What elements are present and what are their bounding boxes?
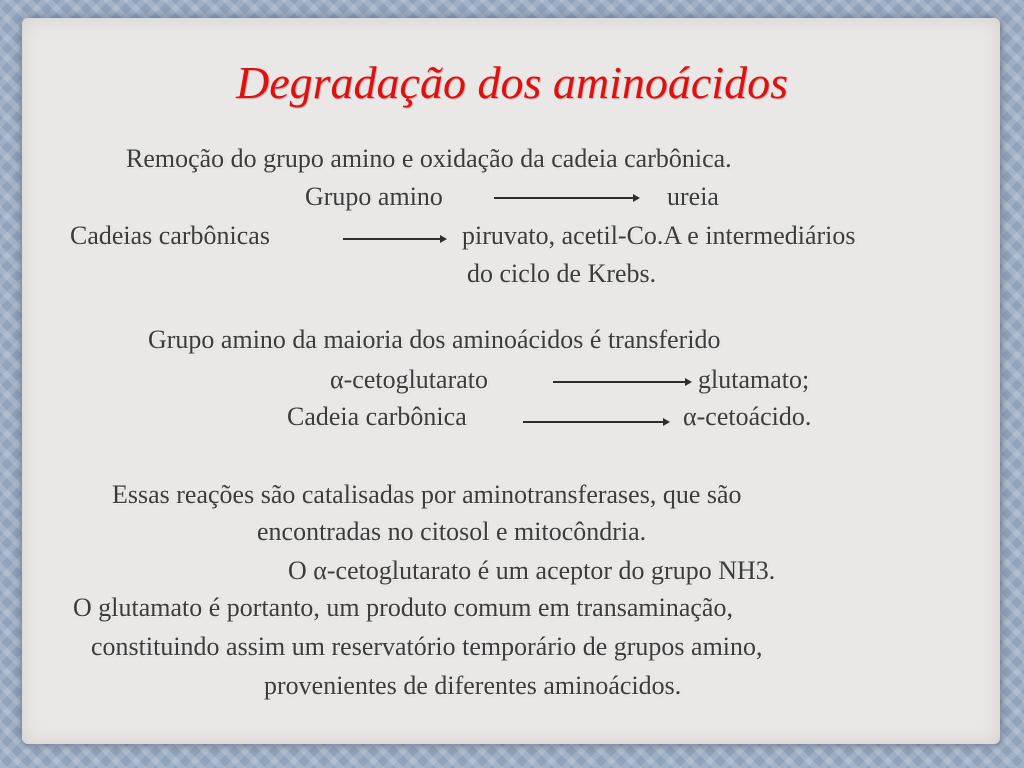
s2-arrow-cetoglutarato-to-glutamato: [553, 381, 690, 383]
s1-krebs-label: do ciclo de Krebs.: [467, 259, 657, 288]
s3-line1: Essas reações são catalisadas por aminotransferases, que são: [112, 480, 742, 509]
s2-arrow-cadeia-to-cetoacido: [523, 421, 668, 423]
s3-line3: O α-cetoglutarato é um aceptor do grupo NH3.: [288, 556, 776, 585]
s1-arrow-amino-to-ureia: [494, 197, 638, 199]
s2-cetoglutarato-label: α-cetoglutarato: [330, 365, 488, 394]
slide-title: Degradação dos aminoácidos: [236, 57, 788, 108]
s1-arrow-cadeias-to-piruvato: [343, 238, 445, 240]
s2-glutamato-label: glutamato;: [698, 365, 810, 394]
s2-line1: Grupo amino da maioria dos aminoácidos é transferido: [148, 325, 721, 354]
s3-line2: encontradas no citosol e mitocôndria.: [257, 517, 647, 546]
s3-line5: constituindo assim um reservatório temporário de grupos amino,: [91, 632, 763, 661]
s1-cadeias-label: Cadeias carbônicas: [70, 221, 270, 250]
s1-line1: Remoção do grupo amino e oxidação da cadeia carbônica.: [126, 144, 732, 173]
s2-cetoacido-label: α-cetoácido.: [683, 402, 812, 431]
s1-piruvato-label: piruvato, acetil-Co.A e intermediários: [462, 221, 856, 250]
s1-grupo-amino-label: Grupo amino: [305, 182, 443, 211]
s3-line4: O glutamato é portanto, um produto comum em transaminação,: [73, 593, 733, 622]
s1-ureia-label: ureia: [667, 182, 719, 211]
s2-cadeia-label: Cadeia carbônica: [287, 402, 467, 431]
s3-line6: provenientes de diferentes aminoácidos.: [264, 671, 682, 700]
